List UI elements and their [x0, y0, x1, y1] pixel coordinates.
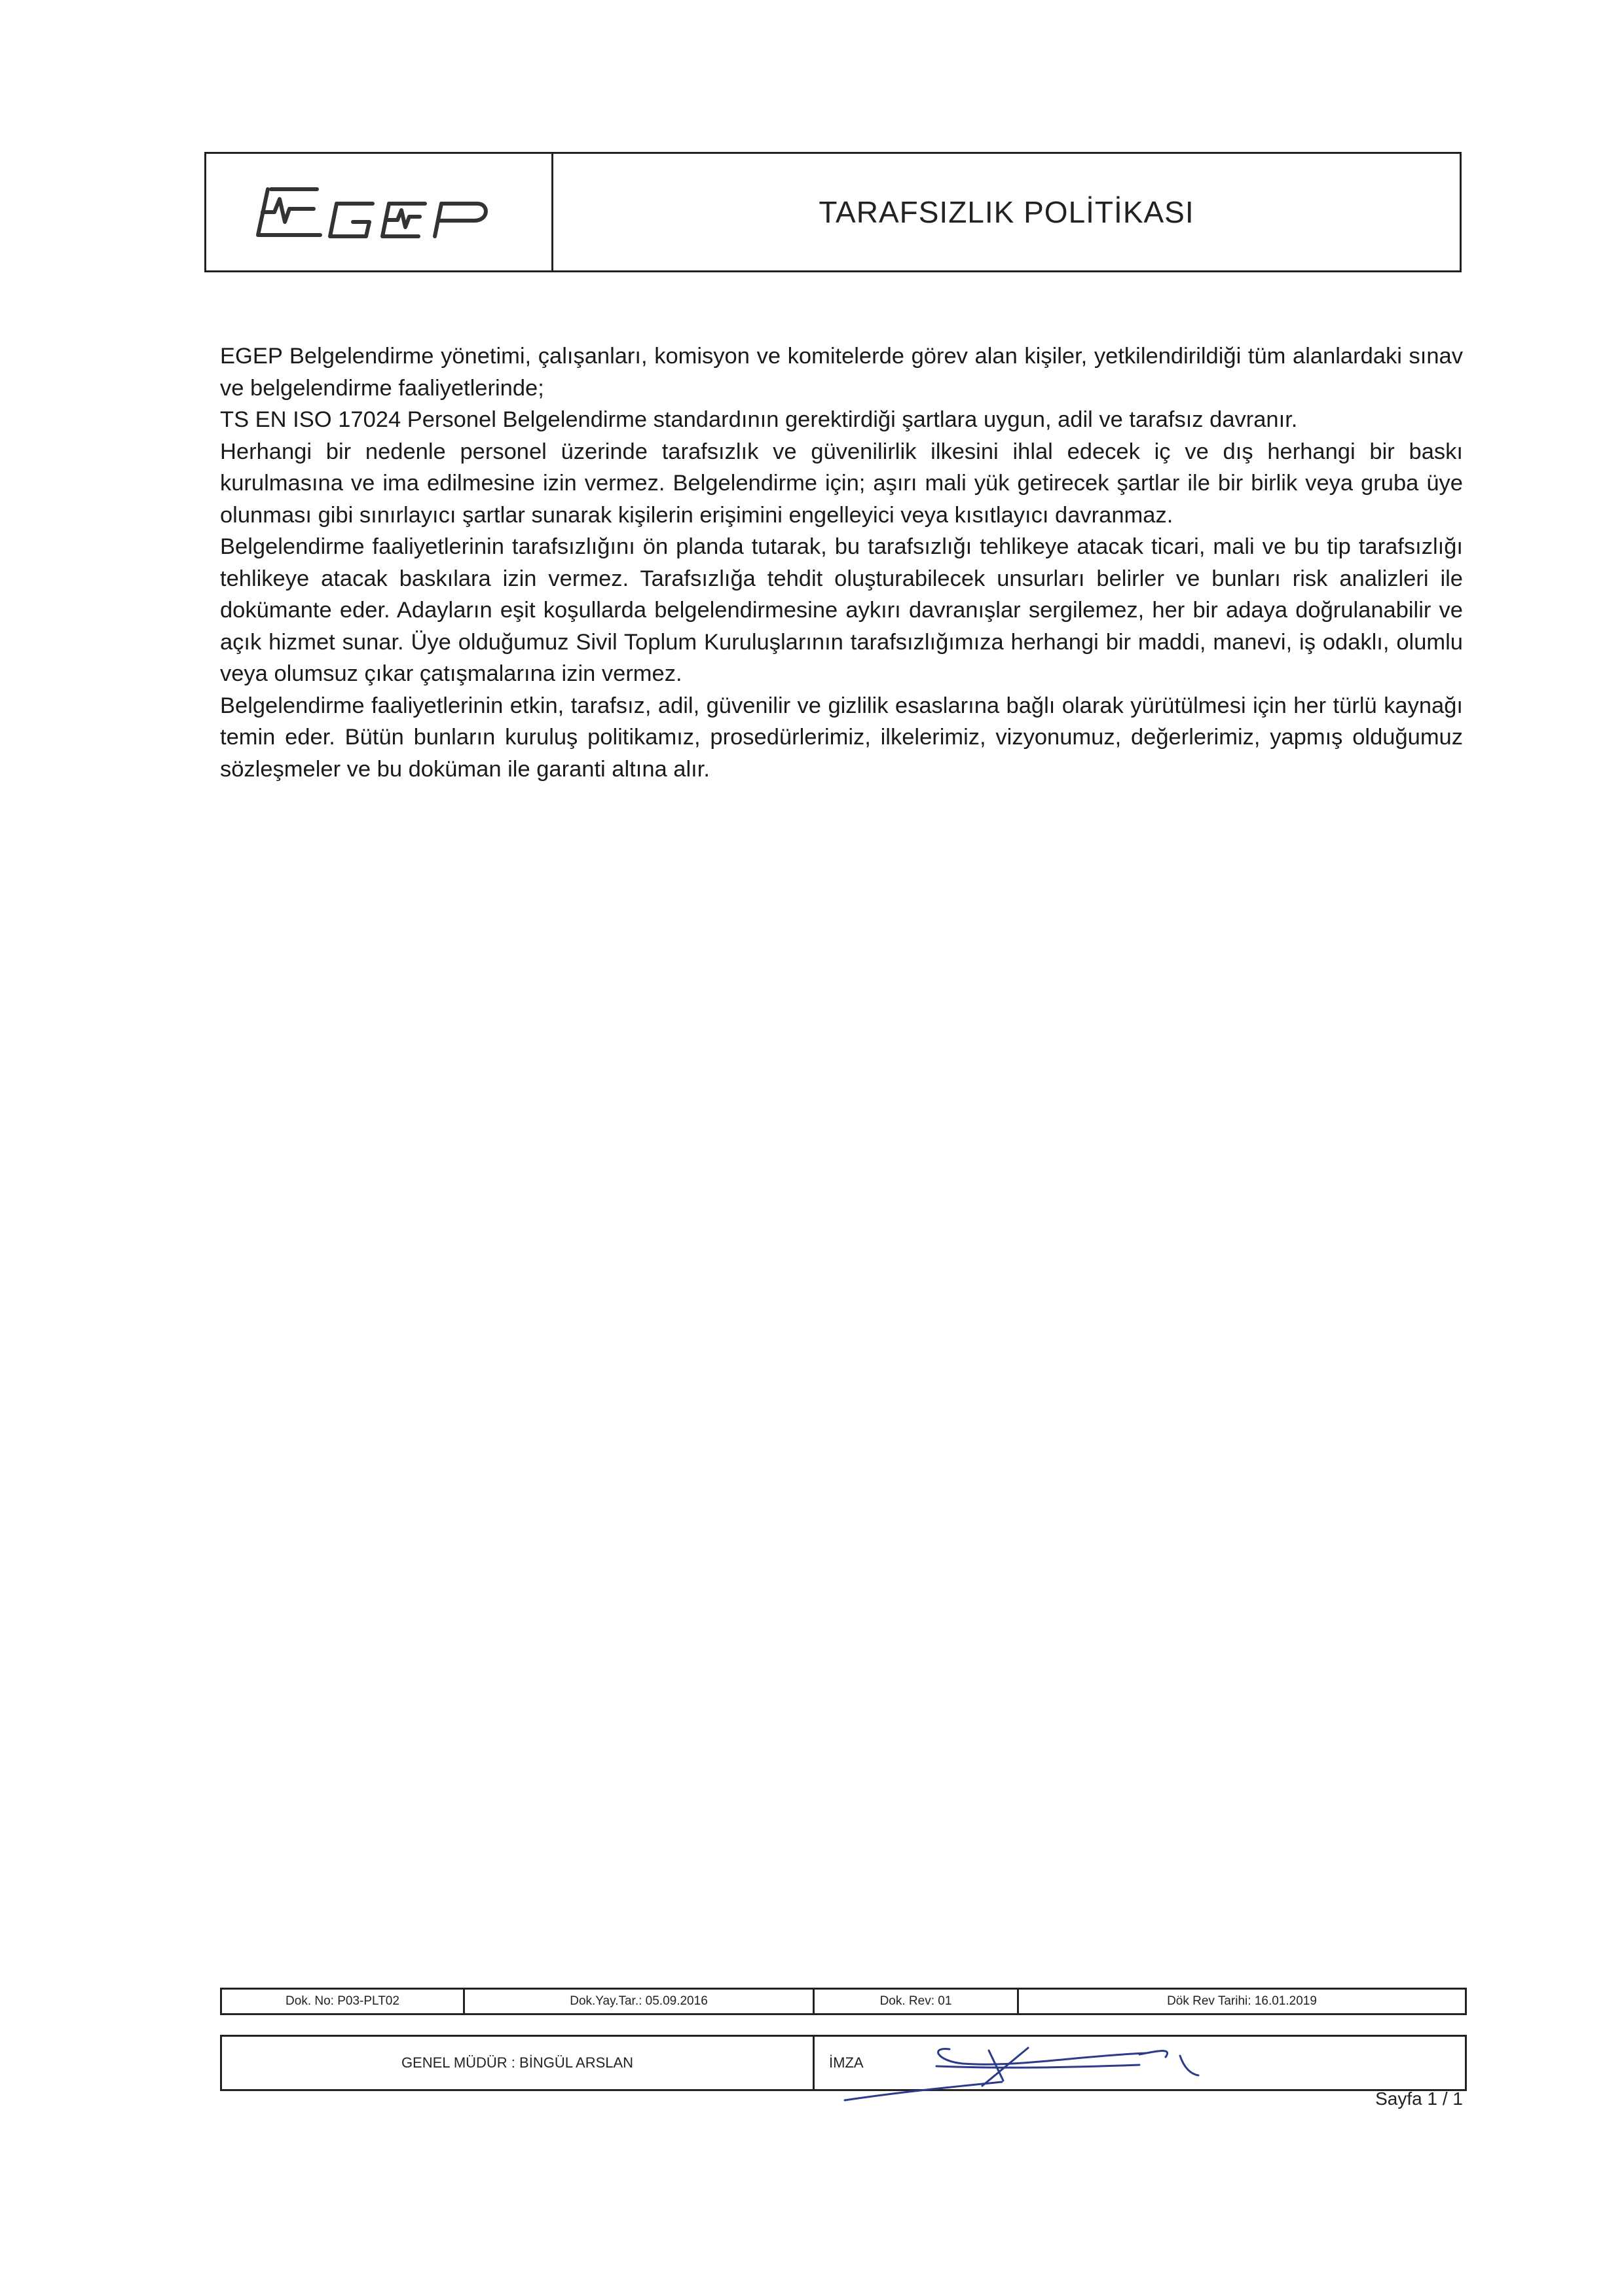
- policy-text: [220, 340, 1463, 785]
- title-cell: [553, 154, 1460, 270]
- revision-number: Dok. Rev: 01: [815, 1990, 1019, 2013]
- paragraph-1: EGEP Belgelendirme yönetimi, çalışanları, komisyon ve komitelerde görev alan kişiler, yetkilendirildiği tüm alanlardaki sınav ve belgelendirme faaliyetlerinde;: [220, 344, 1463, 401]
- paragraph-3: Herhangi bir nedenle personel üzerinde tarafsızlık ve güvenilirlik ilkesini ihlal edecek iç ve dış herhangi bir baskı kurulmasına ve ima edilmesine izin vermez. Belgelendirme için; aşırı mali yük getirecek şartlar ile bir birlik veya gruba üye olunması gibi sınırlayıcı şartlar sunarak kişilerin erişimini engelleyici veya kısıtlayıcı davranmaz.: [220, 439, 1463, 528]
- egep-logo: [248, 176, 510, 248]
- publish-date: Dok.Yay.Tar.: 05.09.2016: [465, 1990, 815, 2013]
- logo-cell: [206, 154, 553, 270]
- doc-number: Dok. No: P03-PLT02: [222, 1990, 465, 2013]
- document-info-row: [220, 1988, 1467, 2015]
- document-header: [204, 152, 1462, 272]
- paragraph-5: Belgelendirme faaliyetlerinin etkin, tarafsız, adil, güvenilir ve gizlilik esaslarına bağlı olarak yürütülmesi için her türlü kaynağı temin eder. Bütün bunların kuruluş politikamız, prosedürlerimiz, ilkelerimiz, vizyonumuz, değerlerimiz, yapmış olduğumuz sözleşmeler ve bu doküman ile garanti altına alır.: [220, 693, 1463, 782]
- manager-name: GENEL MÜDÜR : BİNGÜL ARSLAN: [222, 2037, 815, 2089]
- revision-date: Dök Rev Tarihi: 16.01.2019: [1167, 1994, 1317, 2008]
- paragraph-4: Belgelendirme faaliyetlerinin tarafsızlığını ön planda tutarak, bu tarafsızlığı tehlikeye atacak ticari, mali ve bu tip tarafsızlığı tehlikeye atacak baskılara izin vermez. Tarafsızlığa tehdit oluşturabilecek unsurları belirler ve bunları risk analizleri ile dokümante eder. Adayların eşit koşullarda belgelendirmesine aykırı davranışlar sergilemez, her bir adaya doğrulanabilir ve açık hizmet sunar. Üye olduğumuz Sivil Toplum Kuruluşlarının tarafsızlığımıza herhangi bir maddi, manevi, iş odaklı, olumlu veya olumsuz çıkar çatışmalarına izin vermez.: [220, 534, 1463, 686]
- signature-mark: [832, 2041, 1251, 2113]
- signature-label: İMZA: [829, 2054, 864, 2071]
- paragraph-2: TS EN ISO 17024 Personel Belgelendirme standardının gerektirdiği şartlara uygun, adil ve tarafsız davranır.: [220, 407, 1298, 432]
- document-title: TARAFSIZLIK POLİTİKASI: [819, 195, 1194, 229]
- page-number: Sayfa 1 / 1: [1375, 2088, 1463, 2109]
